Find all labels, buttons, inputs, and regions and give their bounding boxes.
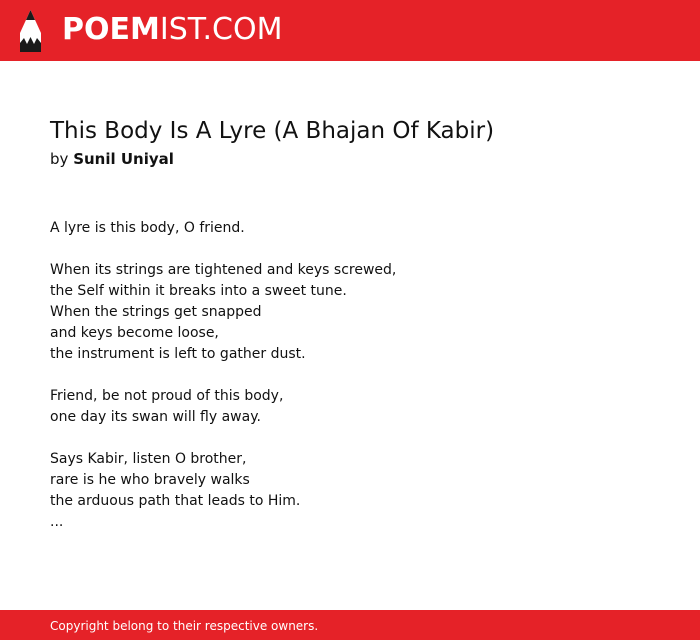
- poem-line: rare is he who bravely walks: [50, 472, 250, 488]
- poem-line: When the strings get snapped: [50, 304, 262, 320]
- site-footer: [0, 610, 700, 640]
- poem-line: When its strings are tightened and keys screwed,: [50, 262, 397, 278]
- stanza-break: [50, 239, 650, 260]
- by-label: by: [50, 150, 69, 168]
- stanza-break: [50, 428, 650, 449]
- brand-light: IST.COM: [159, 12, 283, 47]
- poem-line: Friend, be not proud of this body,: [50, 388, 284, 404]
- poem-line: and keys become loose,: [50, 325, 219, 341]
- poem-title: This Body Is A Lyre (A Bhajan Of Kabir): [50, 118, 495, 144]
- copyright-text: Copyright belong to their respective owners.: [50, 619, 319, 633]
- poem-line: the Self within it breaks into a sweet tune.: [50, 283, 347, 299]
- brand-bold: POEM: [62, 12, 160, 47]
- poem-line: A lyre is this body, O friend.: [50, 220, 245, 236]
- site-logo[interactable]: [62, 10, 282, 50]
- poem-line: ...: [50, 514, 64, 530]
- author-name[interactable]: Sunil Uniyal: [73, 150, 174, 168]
- poem-line: the arduous path that leads to Him.: [50, 493, 301, 509]
- poem-body: [50, 218, 650, 533]
- stanza-break: [50, 365, 650, 386]
- pencil-icon[interactable]: [17, 9, 44, 52]
- poem-line: Says Kabir, listen O brother,: [50, 451, 247, 467]
- byline: [50, 148, 174, 170]
- poem-line: the instrument is left to gather dust.: [50, 346, 306, 362]
- site-header: [0, 0, 700, 61]
- poem-line: one day its swan will fly away.: [50, 409, 261, 425]
